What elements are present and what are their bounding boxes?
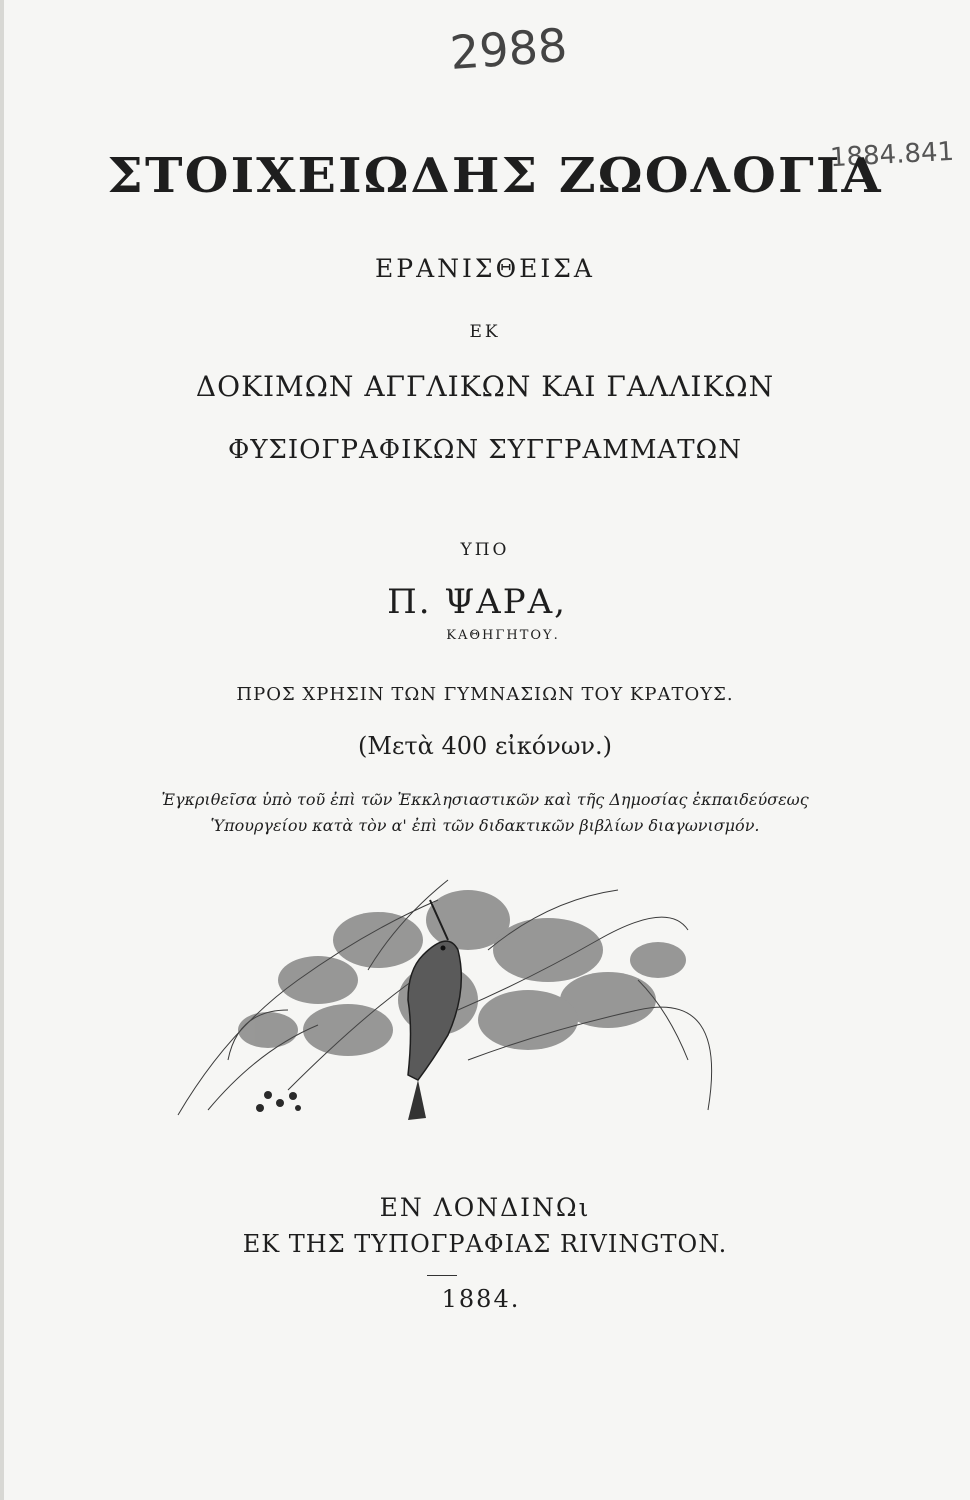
imprint-year: 1884. bbox=[441, 1285, 521, 1313]
subtitle-line-3: ΔΟΚΙΜΩΝ ΑΓΓΛΙΚΩΝ ΚΑΙ ΓΑΛΛΙΚΩΝ bbox=[195, 370, 775, 403]
handwritten-shelf-number: 2988 bbox=[448, 17, 569, 81]
by-label: ΥΠΟ bbox=[460, 540, 510, 560]
author-name: Π. ΨΑΡΑ, bbox=[387, 582, 567, 622]
figures-note: (Μετὰ 400 εἰκόνων.) bbox=[358, 732, 612, 760]
approval-line-2: Ὑπουργείου κατὰ τὸν α' ἐπὶ τῶν διδακτικῶν βιβλίων διαγωνισμόν. bbox=[210, 816, 760, 835]
book-title: ΣΤΟΙΧΕΙΩΔΗΣ ΖΩΟΛΟΓΙΑ bbox=[107, 148, 883, 204]
subtitle-line-2: ΕΚ bbox=[469, 322, 501, 342]
purpose-line: ΠΡΟΣ ΧΡΗΣΙΝ ΤΩΝ ΓΥΜΝΑΣΙΩΝ ΤΟΥ ΚΡΑΤΟΥΣ. bbox=[236, 684, 734, 705]
imprint-place: ΕΝ ΛΟΝΔΙΝΩι bbox=[379, 1193, 591, 1222]
subtitle-line-4: ΦΥΣΙΟΓΡΑΦΙΚΩΝ ΣΥΓΓΡΑΜΜΑΤΩΝ bbox=[228, 435, 742, 465]
approval-line-1: Ἐγκριθεῖσα ὑπὸ τοῦ ἐπὶ τῶν Ἐκκλησιαστικῶν καὶ τῆς Δημοσίας ἐκπαιδεύσεως bbox=[161, 790, 809, 809]
handwritten-margin-note: 1884.841 bbox=[829, 136, 955, 174]
author-role: ΚΑΘΗΓΗΤΟΥ. bbox=[446, 628, 560, 643]
bird-on-foliage-engraving-icon bbox=[168, 860, 713, 1135]
subtitle-line-1: ΕΡΑΝΙΣΘΕΙΣΑ bbox=[375, 254, 595, 283]
imprint-rule bbox=[427, 1275, 457, 1276]
imprint-printer: ΕΚ ΤΗΣ ΤΥΠΟΓΡΑΦΙΑΣ RIVINGTON. bbox=[242, 1230, 728, 1258]
